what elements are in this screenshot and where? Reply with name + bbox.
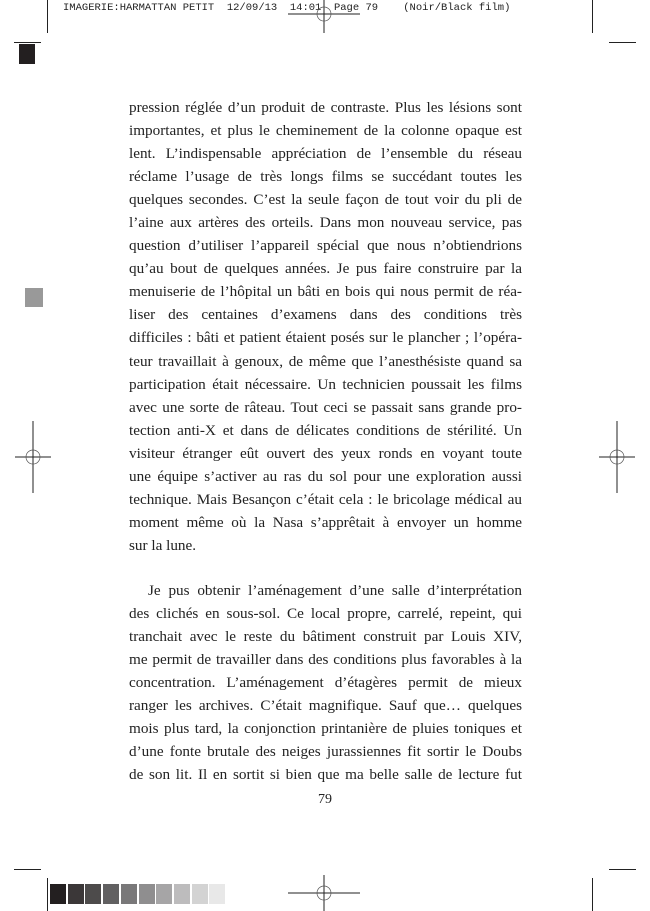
color-swatch	[50, 884, 66, 904]
text-line: liser des centaines d’examens dans des conditions très	[129, 306, 522, 324]
text-line: qu’au bout de quelques années. Je pus faire construire par la	[129, 260, 522, 278]
registration-square-gray	[25, 288, 43, 307]
color-swatch	[156, 884, 172, 904]
color-swatch	[103, 884, 119, 904]
registration-crosshair-icon	[599, 421, 635, 493]
text-line: importantes, et plus le cheminement de la colonne opaque est	[129, 122, 522, 140]
registration-crosshair-icon	[288, 0, 360, 33]
text-line: des clichés en sous-sol. Ce local propre, carrelé, repeint, qui	[129, 605, 522, 623]
text-line: quelques secondes. C’est la seule façon de tout voir du pli de	[129, 191, 522, 209]
text-line: sur la lune.	[129, 536, 197, 554]
text-line: difficiles : bâti et patient étaient posés sur le plancher ; l’opéra-	[129, 329, 522, 347]
registration-crosshair-icon	[288, 875, 360, 911]
page-number: 79	[318, 792, 332, 807]
paragraph-2	[129, 579, 522, 786]
color-swatch	[121, 884, 137, 904]
text-line: l’aine aux artères des orteils. Dans mon nouveau service, pas	[129, 214, 522, 232]
crop-mark	[14, 42, 41, 43]
crop-mark	[592, 0, 593, 33]
text-line: d’une fonte brutale des neiges jurassiennes fit sortir le Doubs	[129, 743, 522, 761]
text-line: mois plus tard, la conjonction printanière de pluies toniques et	[129, 720, 522, 738]
crop-mark	[47, 878, 48, 911]
text-line: visiteur étranger eût ouvert des yeux ronds en voyant toute	[129, 444, 522, 462]
crop-mark	[609, 869, 636, 870]
color-swatch	[68, 884, 84, 904]
color-swatch	[209, 884, 225, 904]
text-line: tranchait avec le reste du bâtiment construit par Louis XIV,	[129, 628, 522, 646]
paragraph-1	[129, 96, 522, 557]
text-line: réclame l’usage de très longs films se succédant toutes les	[129, 168, 522, 186]
text-line: moment même où la Nasa s’apprêtait à envoyer un homme	[129, 513, 522, 531]
color-swatch	[139, 884, 155, 904]
crop-mark	[592, 878, 593, 911]
print-slug: IMAGERIE:HARMATTAN PETIT 12/09/13 14:01 Page 79 (Noir/Black film)	[63, 2, 511, 14]
text-line: pression réglée d’un produit de contraste. Plus les lésions sont	[129, 99, 522, 116]
text-line: question d’utiliser l’appareil spécial que nous n’obtiendrions	[129, 237, 522, 255]
crop-mark	[14, 869, 41, 870]
color-swatch	[174, 884, 190, 904]
text-line: participation était nécessaire. Un technicien poussait les films	[129, 375, 522, 393]
text-line: technique. Mais Besançon c’était cela : le bricolage médical au	[129, 490, 522, 508]
text-line: teur travaillait à genoux, de même que l’anesthésiste quand sa	[129, 352, 522, 370]
text-line: lent. L’indispensable appréciation de l’ensemble du réseau	[129, 145, 522, 163]
registration-square-black	[19, 44, 35, 64]
crop-mark	[609, 42, 636, 43]
registration-crosshair-icon	[15, 421, 51, 493]
text-line: avec une sorte de râteau. Tout ceci se passait sans grande pro-	[129, 398, 522, 416]
text-line: une équipe s’activer au ras du sol pour une exploration aussi	[129, 467, 522, 485]
text-line: concentration. L’aménagement d’étagères permit de mieux	[129, 674, 522, 692]
crop-mark	[47, 0, 48, 33]
color-swatch	[85, 884, 101, 904]
text-line: menuiserie de l’hôpital un bâti en bois qui nous permit de réa-	[129, 283, 522, 301]
text-line: ranger les archives. C’était magnifique. Sauf que… quelques	[129, 697, 522, 715]
text-line: me permit de travailler dans des conditions plus favorables à la	[129, 651, 522, 669]
color-swatch	[192, 884, 208, 904]
text-line: Je pus obtenir l’aménagement d’une salle d’interprétation	[148, 582, 522, 599]
text-line: de son lit. Il en sortit si bien que ma belle salle de lecture fut	[129, 766, 522, 784]
text-line: tection anti-X et dans de délicates conditions de stérilité. Un	[129, 421, 522, 439]
